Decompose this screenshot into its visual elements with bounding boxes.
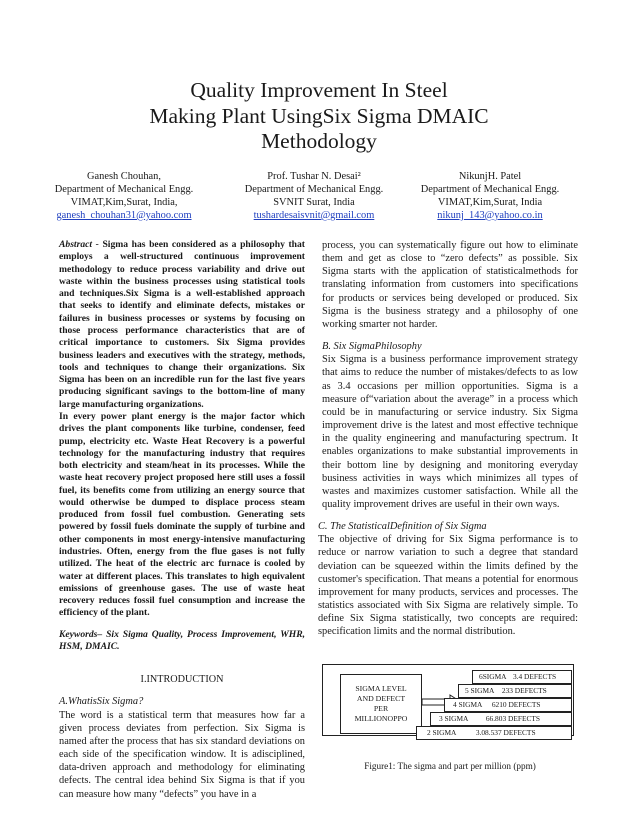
tier-defects: 3.4 DEFECTS (512, 672, 557, 681)
sigma-tier-4 (444, 698, 572, 712)
tier-sigma: 4 SIGMA (453, 700, 482, 709)
body-paragraph-a-continued: process, you can systematically figure out how to eliminate them and get as close to “zero defects” as possible. Six Sigma starts with the application of statisticalmethods for translating information from customers into specifications for products or services being developed or produced. Six Sigma is the business strategy and a philosophy of one working smarter not harder. (322, 240, 578, 330)
section-heading-introduction: I.INTRODUCTION (140, 674, 224, 686)
tier-sigma: 6SIGMA (479, 672, 507, 681)
body-paragraph-a: The word is a statistical term that measures how far a given process deviates from perfection. Six Sigma is named after the process that has six standard deviations on each side of the specification window. It is adisciplined, data-driven approach and methodology for eliminating defects. The central idea behind Six Sigma is that if you can measure how many “defects” you have in a (59, 709, 305, 800)
subsection-heading-a: A.WhatisSix Sigma? (59, 696, 144, 708)
tier-sigma: 3 SIGMA (439, 714, 468, 723)
tier-defects: 3.08.537 DEFECTS (475, 728, 536, 737)
author-department: Department of Mechanical Engg. (244, 183, 384, 195)
author-institution: VIMAT,Kim,Surat, India (437, 196, 543, 208)
abstract-paragraph-2: In every power plant energy is the major factor which drives the plant components like turbine, condenser, feed pump, electricity etc. Waste Heat Recovery is a powerful technology for the manufacturing industry that requires both electricity and steam/heat in its processes. While the waste heat recovery project proposed here still uses a fossil fuel, its benefits come from utilizing an energy source that would otherwise be dumped to displace process steam produced from fossil fuel combustion. Generating sets powered by fossil fuels dominate the supply of turbine and other components in most energy-intensive manufacturing industries. Often, energy from the flue gases is not fully utilized. The heat of the electric arc furnace is cooled by water at different places. This translates to high equivalent emissions of greenhouse gases. The use of waste heat recovery reduces fossil fuel consumption and increase the efficiency of the plant. (59, 410, 305, 619)
paper-title (60, 78, 578, 155)
subsection-heading-c: C. The StatisticalDefinition of Six Sigma (318, 521, 487, 533)
title-line: Methodology (261, 129, 377, 153)
sigma-levels-figure (322, 664, 578, 762)
abstract-text: Sigma has been considered as a philosophy that employs a well-structured continuous improvement methodology to reduce process variability and drive out waste within the business processes using statistical tools and techniques.Six Sigma is a well-established approach that seeks to identify and eliminate defects, mistakes or failures in business processes or systems by focusing on those process performance characteristics that are of critical importance to customers. Six Sigma provides business leaders and executives with the strategy, methods, tools and techniques to change their organizations. Six Sigma has been on an incredible run for the last five years producing significant savings to the bottom-line of many large manufacturing organizations. (59, 239, 305, 410)
box-line: PER (373, 704, 389, 713)
body-paragraph-b: Six Sigma is a business performance improvement strategy that aims to reduce the number of mistakes/defects to as low as 3.4 occasions per million opportunities. Sigma is a measure of“variation about the average” in a process which could be in manufacturing or service industry. Six Sigma improvement drive is the latest and most effective technique in the quality engineering and manufacturing spectrum. It enables organizations to make substantial improvements in their bottom line by designing and monitoring everyday business activities in ways which minimizes all types of wastes and maximizes customer satisfaction. While all the quality improvement drives are useful in their own ways. (322, 354, 578, 510)
tier-defects: 233 DEFECTS (501, 686, 547, 695)
right-column (318, 239, 578, 639)
figure-caption: Figure1: The sigma and part per million (ppm) (364, 761, 536, 771)
abstract-paragraph (59, 239, 305, 411)
author-name: Prof. Tushar N. Desai² (267, 171, 361, 182)
abstract-label: Abstract - (59, 239, 99, 250)
title-line: Quality Improvement In Steel (190, 78, 448, 102)
sigma-tier-3 (430, 712, 572, 726)
subsection-heading-b: B. Six SigmaPhilosophy (322, 341, 422, 353)
author-3 (372, 171, 608, 223)
author-institution: SVNIT Surat, India (273, 196, 355, 208)
author-department: Department of Mechanical Engg. (420, 183, 560, 195)
tier-defects: 6210 DEFECTS (491, 700, 541, 709)
author-name: Ganesh Chouhan, (87, 171, 161, 182)
tier-sigma: 2 SIGMA (427, 728, 456, 737)
author-department: Department of Mechanical Engg. (54, 183, 194, 195)
tier-defects: 66.803 DEFECTS (485, 714, 541, 723)
left-column (59, 239, 305, 801)
author-email-link[interactable]: nikunj_143@yahoo.co.in (437, 209, 543, 221)
box-line: MILLIONOPPO (354, 714, 408, 723)
author-email-link[interactable]: tushardesaisvnit@gmail.com (253, 209, 375, 221)
box-line: SIGMA LEVEL (355, 684, 407, 693)
sigma-tier-2 (416, 726, 572, 740)
tier-sigma: 5 SIGMA (465, 686, 494, 695)
sigma-level-box (340, 674, 422, 734)
author-email-link[interactable]: ganesh_chouhan31@yahoo.com (56, 209, 192, 221)
sigma-tier-6 (472, 670, 572, 684)
author-institution: VIMAT,Kim,Surat, India, (70, 196, 178, 208)
author-name: NikunjH. Patel (458, 171, 522, 182)
title-line: Making Plant UsingSix Sigma DMAIC (149, 103, 489, 128)
sigma-tier-5 (458, 684, 572, 698)
author-block (0, 171, 638, 221)
keywords: Keywords– Six Sigma Quality, Process Improvement, WHR, HSM, DMAIC. (59, 628, 305, 652)
body-paragraph-c: The objective of driving for Six Sigma performance is to reduce or narrow variation to such a degree that standard deviation can be squeezed within the limits defined by the customer's specification. That means a potential for enormous improvement for many products, services and processes. The statistics associated with Six Sigma are relatively simple. To define Six Sigma statistically, two concepts are required: specification limits and the normal distribution. (318, 534, 578, 638)
box-line: AND DEFECT (356, 694, 406, 703)
